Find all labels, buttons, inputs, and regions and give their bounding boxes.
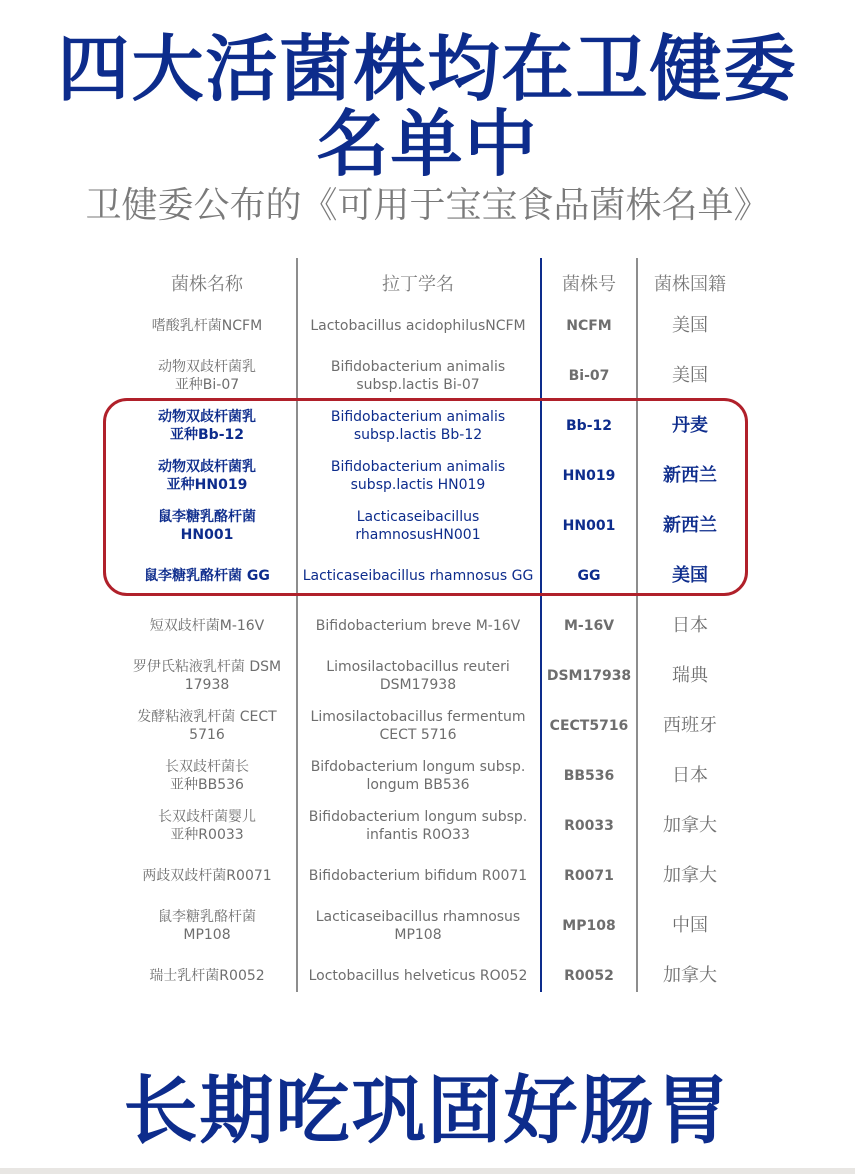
strain-country-cell: 加拿大 <box>663 965 717 986</box>
slogan: 长期吃巩固好肠胃 <box>123 1068 732 1154</box>
strain-country-cell: 加拿大 <box>663 815 717 836</box>
strain-code-cell: GG <box>577 568 601 584</box>
strain-country-cell: 瑞典 <box>672 665 708 686</box>
strain-country-cell: 中国 <box>672 915 708 936</box>
table-row <box>112 851 740 901</box>
table-row <box>112 801 740 851</box>
strain-code-cell: M-16V <box>563 618 615 634</box>
strain-country-cell: 美国 <box>672 565 708 586</box>
latin-name-cell: Bifidobacterium breve M-16V <box>315 618 521 634</box>
latin-name-cell: Lacticaseibacillus rhamnosus GG <box>302 568 534 584</box>
latin-name-cell: Bifidobacterium animalis subsp.lactis HN019 <box>330 459 506 493</box>
subtitle: 卫健委公布的《可用于宝宝食品菌株名单》 <box>85 185 770 226</box>
strain-country-cell: 新西兰 <box>663 515 717 536</box>
strain-name-cell: 短双歧杆菌M-16V <box>149 618 265 634</box>
latin-name-cell: Bifidobacterium animalis subsp.lactis Bb-12 <box>330 409 506 443</box>
strain-name-cell: 罗伊氏粘液乳杆菌 DSM 17938 <box>132 659 282 693</box>
page-title-line-2: 名单中 <box>316 102 539 186</box>
strain-code-cell: HN019 <box>562 468 616 484</box>
table-row <box>112 301 740 351</box>
latin-name-cell: Lacticaseibacillus rhamnosusHN001 <box>355 509 481 543</box>
latin-name-cell: Limosilactobacillus fermentum CECT 5716 <box>310 709 526 743</box>
strain-code-cell: R0052 <box>564 968 614 984</box>
header-strain-country: 菌株国籍 <box>654 274 726 295</box>
strain-name-cell: 动物双歧杆菌乳 亚种Bb-12 <box>158 409 256 443</box>
strain-country-cell: 丹麦 <box>672 415 708 436</box>
strain-country-cell: 西班牙 <box>663 715 717 736</box>
latin-name-cell: Bifidobacterium longum subsp. infantis R0O33 <box>308 809 528 843</box>
header-strain-name: 菌株名称 <box>171 274 243 295</box>
strain-table <box>112 258 740 992</box>
strain-country-cell: 美国 <box>672 315 708 336</box>
strain-code-cell: NCFM <box>566 318 612 334</box>
table-row <box>112 901 740 951</box>
strain-code-cell: Bb-12 <box>566 418 612 434</box>
latin-name-cell: Limosilactobacillus reuteri DSM17938 <box>326 659 510 693</box>
table-row <box>112 751 740 801</box>
strain-country-cell: 美国 <box>672 365 708 386</box>
strain-country-cell: 加拿大 <box>663 865 717 886</box>
strain-name-cell: 长双歧杆菌长 亚种BB536 <box>165 759 249 793</box>
table-row <box>112 651 740 701</box>
strain-code-cell: HN001 <box>562 518 616 534</box>
strain-name-cell: 动物双歧杆菌乳 亚种HN019 <box>158 459 256 493</box>
strain-code-cell: CECT5716 <box>549 718 629 734</box>
latin-name-cell: Bifidobacterium animalis subsp.lactis Bi-07 <box>330 359 506 393</box>
latin-name-cell: Bifidobacterium bifidum R0071 <box>308 868 528 884</box>
strain-name-cell: 鼠李糖乳酪杆菌 GG <box>144 568 270 584</box>
strain-code-cell: MP108 <box>562 918 616 934</box>
strain-name-cell: 嗜酸乳杆菌NCFM <box>151 318 263 334</box>
header-latin-name: 拉丁学名 <box>382 274 454 295</box>
latin-name-cell: Loctobacillus helveticus RO052 <box>308 968 528 984</box>
table-row <box>112 601 740 651</box>
table-row <box>112 351 740 401</box>
strain-country-cell: 日本 <box>672 765 708 786</box>
strain-code-cell: BB536 <box>563 768 615 784</box>
latin-name-cell: Bifdobacterium longum subsp. longum BB536 <box>310 759 526 793</box>
strain-country-cell: 新西兰 <box>663 465 717 486</box>
strain-name-cell: 长双歧杆菌婴儿 亚种R0033 <box>158 809 256 843</box>
latin-name-cell: Lactobacillus acidophilusNCFM <box>310 318 526 334</box>
highlight-frame <box>103 398 748 596</box>
latin-name-cell: Lacticaseibacillus rhamnosus MP108 <box>315 909 521 943</box>
strain-country-cell: 日本 <box>672 615 708 636</box>
strain-name-cell: 发酵粘液乳杆菌 CECT 5716 <box>137 709 277 743</box>
header-strain-code: 菌株号 <box>562 274 616 295</box>
strain-code-cell: R0071 <box>564 868 614 884</box>
strain-code-cell: Bi-07 <box>568 368 610 384</box>
strain-code-cell: R0033 <box>564 818 614 834</box>
strain-name-cell: 鼠李糖乳酪杆菌 MP108 <box>158 909 256 943</box>
strain-name-cell: 鼠李糖乳酪杆菌 HN001 <box>158 509 256 543</box>
footer-strip <box>0 1168 855 1174</box>
strain-name-cell: 动物双歧杆菌乳 亚种Bi-07 <box>158 359 256 393</box>
strain-name-cell: 瑞士乳杆菌R0052 <box>149 968 265 984</box>
strain-code-cell: DSM17938 <box>546 668 632 684</box>
strain-name-cell: 两歧双歧杆菌R0071 <box>142 868 272 884</box>
page-title-line-1: 四大活菌株均在卫健委 <box>57 27 798 111</box>
table-row <box>112 701 740 751</box>
table-row <box>112 951 740 1001</box>
